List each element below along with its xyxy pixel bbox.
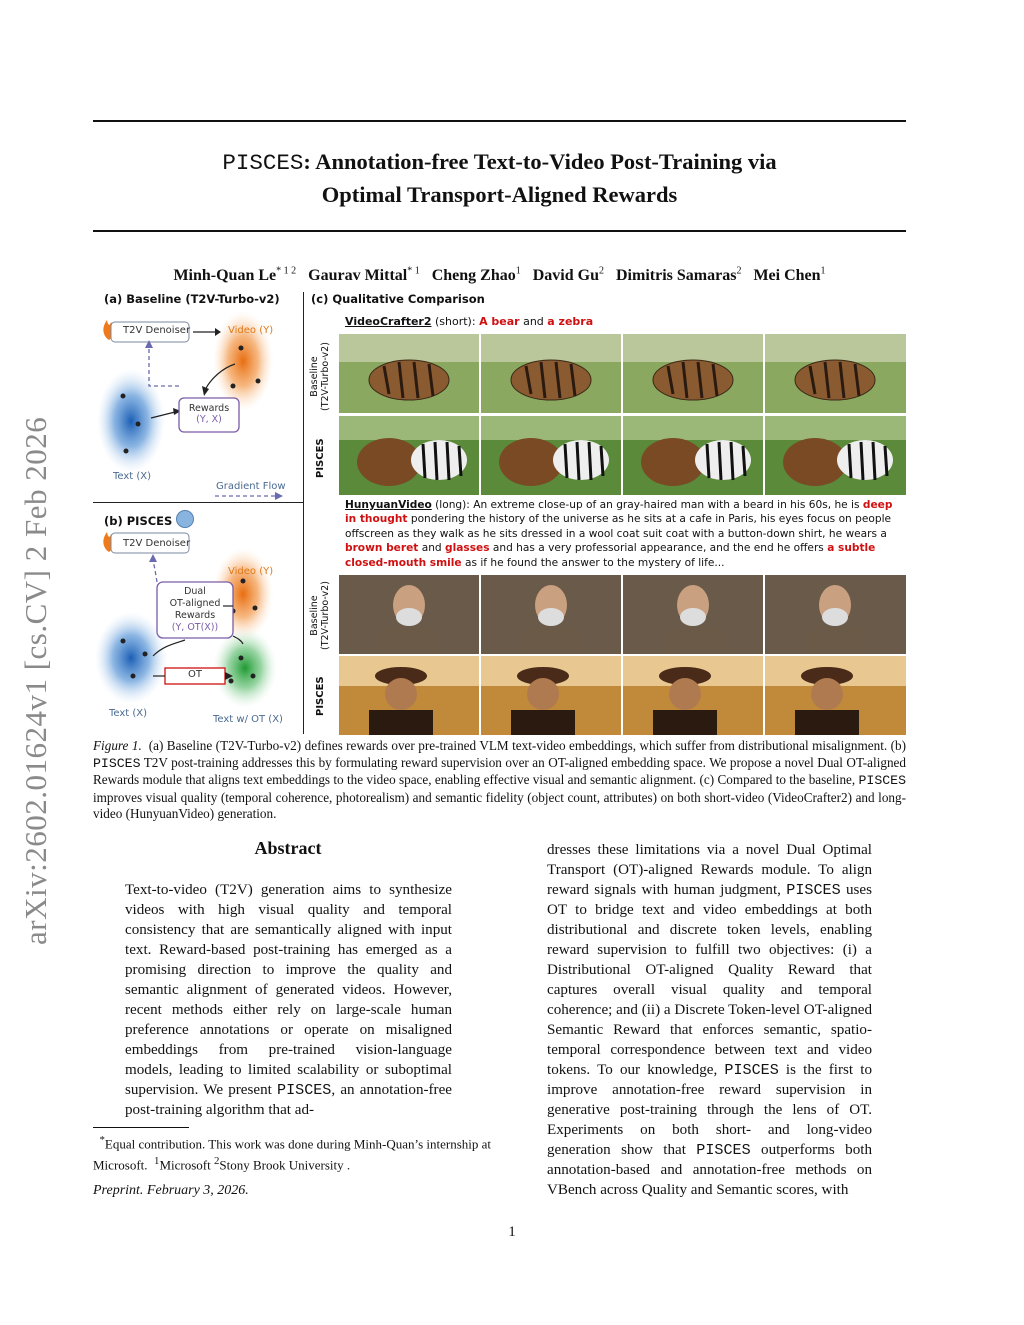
panel-b-text-ot: Text w/ OT (X) [213, 714, 283, 725]
videocrafter-prompt: VideoCrafter2 (short): A bear and a zebra [345, 315, 594, 328]
abstract-left-text: Text-to-video (T2V) generation aims to synthesize videos with high visual quality and temporal consistency that are semantically aligned with input text. Reward-based post-training has emerged as a promising direction to improve the quality and semantic alignment of generated videos. However, recent methods either rely on large-scale human preference annotations or operate on misaligned embeddings from pre-trained vision-language models, leading to limited scalability or suboptimal supervision. We present PISCES, an annotation-free post-training algorithm that ad- [125, 882, 452, 1118]
footnote: *Equal contribution. This work was done during Minh-Quan’s internship at Microsoft. $^1$Microsoft $^2$Stony Brook University . [93, 1134, 492, 1173]
abstract-heading: Abstract [254, 838, 322, 858]
panel-a-rewards: Rewards (Y, X) [188, 403, 230, 425]
title-top-rule [93, 120, 906, 122]
panel-b-dual-rewards: Dual OT-aligned Rewards (Y, OT(X)) [169, 586, 221, 633]
title-bottom-rule [93, 230, 906, 232]
author: Dimitris Samaras$^2$ [616, 266, 742, 285]
footnote-rule [93, 1127, 189, 1128]
video-strip-baseline-zebra [339, 334, 906, 413]
row-label-baseline-1: Baseline (T2V-Turbo-v2) [309, 342, 331, 411]
video-strip-baseline-man [339, 575, 906, 654]
author: Cheng Zhao$^1$ [431, 266, 521, 285]
row-label-pisces-2: PISCES [315, 676, 326, 716]
arxiv-stamp: arXiv:2602.01624v1 [cs.CV] 2 Feb 2026 [18, 416, 53, 945]
panel-a-gradient-flow: Gradient Flow [216, 481, 286, 492]
author: Minh-Quan $Le^{* 1 2}$ [173, 266, 297, 285]
figure-1 [93, 290, 906, 735]
panel-a-title: (a) Baseline (T2V-Turbo-v2) [104, 292, 280, 306]
abstract-right-text: dresses these limitations via a novel Dual Optimal Transport (OT)-aligned Rewards module. To align reward signals with human judgment, PISCES uses OT to bridge text and video embeddings at both distributional and discrete token levels, enabling reward supervision to fulfill two objectives: (i) a Distributional OT-aligned Quality Reward that captures overall visual quality and temporal coherence; and (ii) a Discrete Token-level OT-aligned Semantic Reward that enforces semantic, spatio-temporal correspondence between text and video tokens. To our knowledge, PISCES is the first to improve annotation-free reward supervision in generative post-training through the lens of OT. Experiments on both short- and long-video generation show that PISCES outperforms both annotation-based and annotation-free methods on VBench across Quality and Semantic scores, with [547, 842, 872, 1198]
panel-divider-horizontal [93, 502, 303, 503]
panel-a-denoiser: T2V Denoiser [123, 325, 191, 336]
panel-a-text: Text (X) [113, 471, 152, 482]
panel-a-video: Video (Y) [228, 325, 274, 336]
author: Gaurav Mittal$^{* 1}$ [308, 266, 420, 285]
video-strip-pisces-man [339, 656, 906, 735]
paper-title: PISCES: Annotation-free Text-to-Video Post-Training via Optimal Transport-Aligned Rewards [222, 149, 777, 207]
panel-b-denoiser: T2V Denoiser [123, 538, 191, 549]
panel-b-title: (b) PISCES [104, 510, 194, 528]
figure-caption: Figure 1. (a) Baseline (T2V-Turbo-v2) defines rewards over pre-trained VLM text-video embeddings, which suffer from distributional misalignment. (b) PISCES T2V post-training addresses this by formulating reward supervision over an OT-aligned embedding space. We propose a novel Dual OT-aligned Rewards module that aligns text embeddings to the video space, enabling effective visual and semantic alignment. (c) Compared to the baseline, PISCES improves visual quality (temporal coherence, photorealism) and semantic fidelity (object count, attributes) on both short-video (VideoCrafter2) and long-video (HunyuanVideo) generation. [93, 738, 907, 821]
author-list [93, 266, 906, 285]
panel-c-title: (c) Qualitative Comparison [311, 292, 485, 306]
author: David Gu$^2$ [532, 266, 604, 285]
system-name: PISCES [222, 150, 304, 176]
author: Mei Chen$^1$ [753, 266, 826, 285]
preprint-note: Preprint. February 3, 2026. [93, 1183, 249, 1198]
panel-b-text: Text (X) [109, 708, 148, 719]
video-strip-pisces-zebra [339, 416, 906, 495]
row-label-baseline-2: Baseline (T2V-Turbo-v2) [309, 581, 331, 650]
panel-b-video: Video (Y) [228, 566, 274, 577]
page-number: 1 [508, 1224, 516, 1240]
hunyuan-prompt: HunyuanVideo (long): An extreme close-up of an gray-haired man with a beard in his 60s, he is deep in thought pondering the history of the universe as he sits at a cafe in Paris, his eyes focus on people offscreen as they walk as he sits dressed in a wool coat suit coat with a button-down shirt, he wears a brown beret and glasses and has a very professorial appearance, and the end he offers a subtle closed-mouth smile as if he found the answer to the mystery of life... [345, 499, 893, 569]
panel-b-ot: OT [188, 669, 202, 680]
panel-divider-vertical [303, 292, 304, 734]
row-label-pisces-1: PISCES [315, 438, 326, 478]
